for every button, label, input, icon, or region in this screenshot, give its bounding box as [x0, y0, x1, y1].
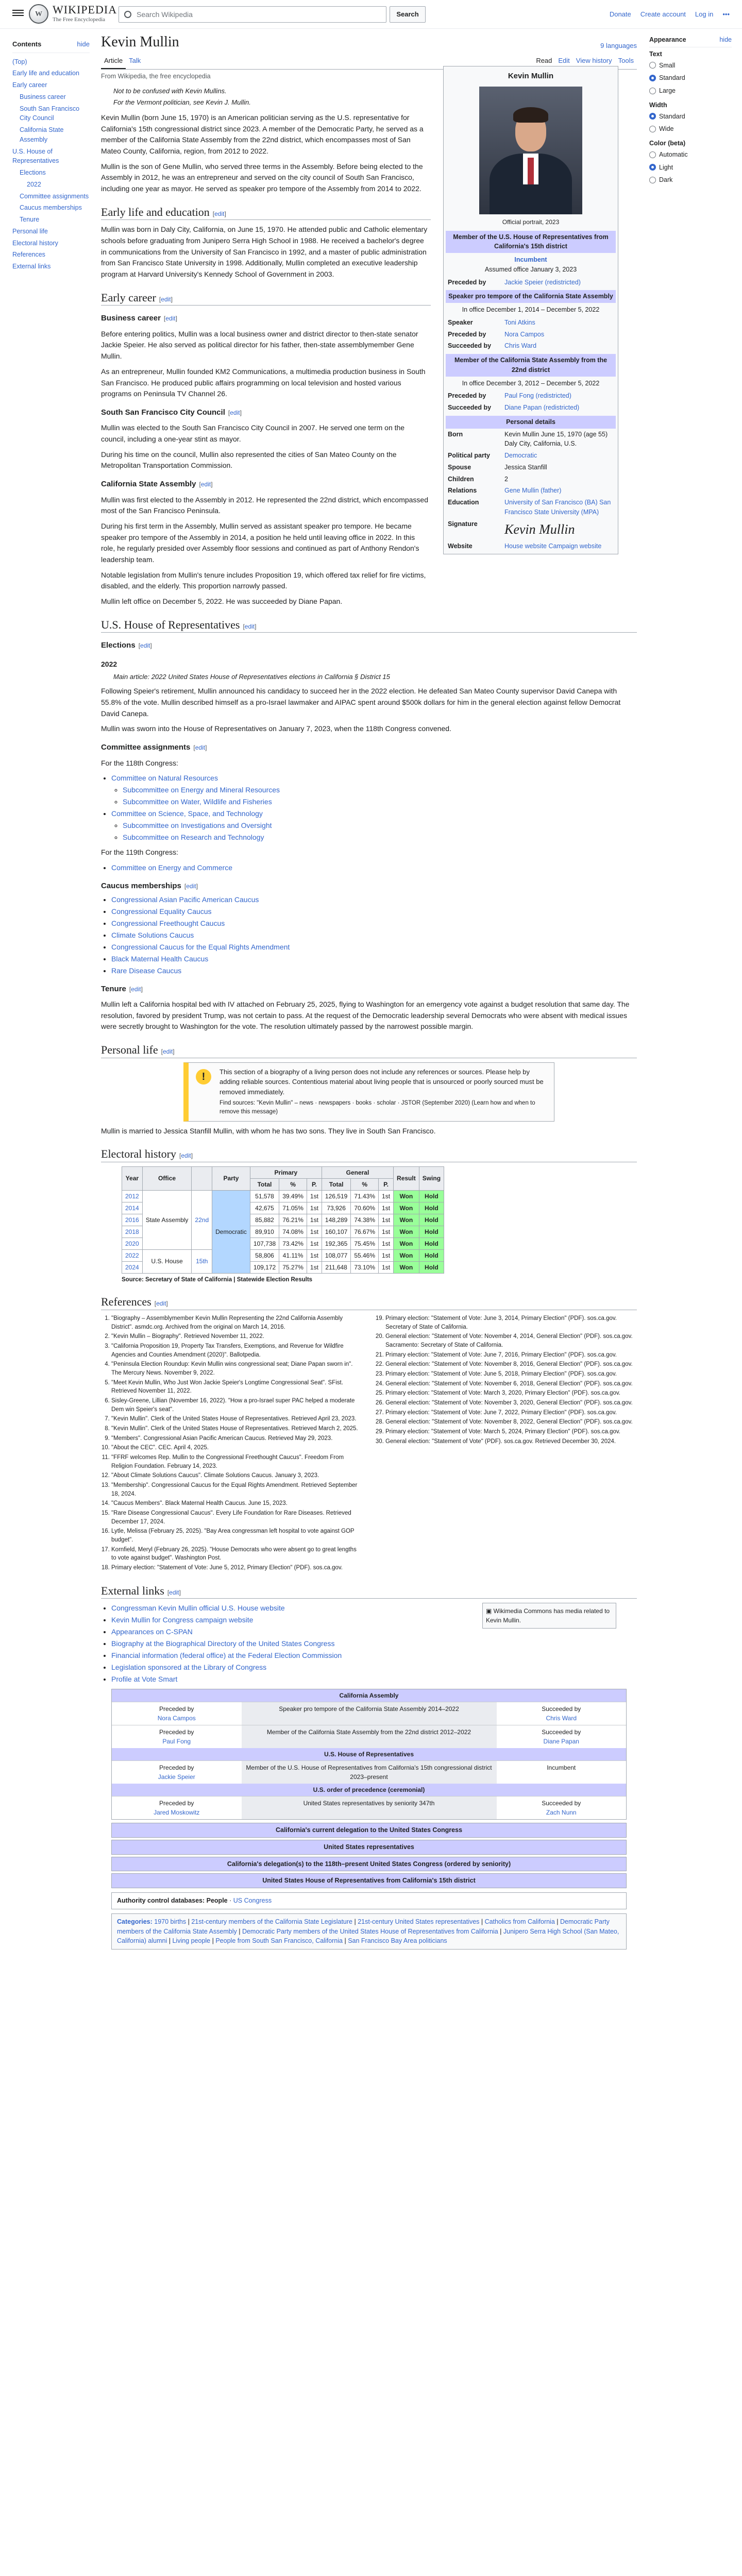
swing-cell: Hold [419, 1226, 444, 1238]
result-cell: Won [394, 1249, 419, 1261]
portrait-caption: Official portrait, 2023 [502, 218, 560, 226]
reference-item: 16. Lytle, Melissa (February 25, 2025). "Bay Area congressman left hospital to vote against GOP budget". [111, 1527, 363, 1544]
year-cell[interactable]: 2014 [122, 1202, 143, 1214]
data-cell: 148,289 [322, 1214, 350, 1226]
table-row [122, 1190, 444, 1202]
caucus-link[interactable]: Congressional Caucus for the Equal Rights Amendment [111, 942, 290, 951]
committee-link[interactable]: Committee on Science, Space, and Technology [111, 809, 263, 818]
header-link[interactable]: Donate [609, 10, 631, 18]
result-cell: Won [394, 1214, 419, 1226]
appearance-panel [649, 33, 732, 187]
data-cell: 89,910 [250, 1226, 279, 1238]
radio-icon [649, 151, 656, 158]
reference-item: 17. Kornfield, Meryl (February 26, 2025). "House Democrats who were absent go to great lengths to vote against budget". Washington Post. [111, 1546, 363, 1563]
council-text-2: During his time on the council, Mullin also represented the cities of San Mateo County on the Metropolitan Transportation Commission. [101, 450, 397, 470]
section-caucus: Caucus memberships [edit] [101, 882, 198, 891]
list-item [111, 954, 637, 964]
data-cell: 73,926 [322, 1202, 350, 1214]
header-link[interactable]: Create account [640, 10, 686, 18]
result-cell: Won [394, 1202, 419, 1214]
width-heading: Width [649, 101, 667, 109]
reference-item: 4. "Peninsula Election Roundup: Kevin Mullin wins congressional seat; Diane Papan sworn in". The Mercury News. November 9, 2022. [111, 1360, 363, 1377]
subcommittee-link[interactable]: Subcommittee on Water, Wildlife and Fisheries [123, 798, 272, 806]
committee-link[interactable]: Committee on Energy and Commerce [111, 863, 232, 872]
column-header: Total [322, 1178, 350, 1190]
succession-box: California Assembly Preceded by Nora Campos Speaker pro tempore of the California State Assembly 2014–2022 Succeeded by Chris Ward Preceded by Paul Fong Member of the California State Assembly from the 22nd district 2012–2022 Succeeded by Diane Papan U.S. House of Representatives Preceded by Jackie Speier Member of the U.S. House of Representatives from California's 15th congressional district 2023–present Incumbent U.S. order of precedence (ceremonial) Preceded by Jared Moskowitz United States representatives by seniority 347th Succeeded by Zach Nunn [111, 1689, 627, 1820]
toc-item[interactable]: External links [12, 263, 51, 270]
data-cell: 107,738 [250, 1238, 279, 1249]
column-header: P. [307, 1178, 322, 1190]
swing-cell: Hold [419, 1214, 444, 1226]
toc-item[interactable]: Personal life [12, 227, 48, 235]
warning-icon: ! [196, 1069, 211, 1084]
globe-icon: W [29, 4, 48, 24]
committee-intro-118: For the 118th Congress: [101, 758, 178, 767]
toc-item[interactable]: South San Francisco City Council [20, 105, 80, 122]
external-link[interactable]: Biography at the Biographical Directory of the United States Congress [111, 1639, 335, 1648]
data-cell: 58,806 [250, 1249, 279, 1261]
radio-label: Wide [659, 125, 674, 133]
assembly-text-1: Mullin was first elected to the Assembly in 2012. He represented the 22nd district, which encompassed most of the San Francisco Peninsula. [101, 495, 428, 515]
data-cell: 39.49% [279, 1190, 307, 1202]
data-cell: 1st [307, 1249, 322, 1261]
edit-link[interactable]: edit [161, 295, 171, 303]
data-cell: 51,578 [250, 1190, 279, 1202]
reference-item: 28. General election: "Statement of Vote: November 8, 2022, General Election" (PDF). sos.ca.gov. [385, 1418, 637, 1427]
list-item [111, 965, 637, 976]
tab-read[interactable]: Read [533, 54, 555, 69]
tab-view-history[interactable]: View history [576, 57, 612, 65]
toc-item[interactable]: Caucus memberships [20, 204, 82, 212]
section-committees: Committee assignments [edit] [101, 743, 207, 752]
toc-item[interactable]: References [12, 251, 45, 259]
reference-item: 6. Sisley-Greene, Lillian (November 16, 2022). "How a pro-Israel super PAC helped a moderate Dem win Speier's seat". [111, 1397, 363, 1414]
reference-item: 3. "California Proposition 19, Property Tax Transfers, Exemptions, and Revenue for Wildfire Agencies and Counties Amendment (2020)". Ballotpedia. [111, 1342, 363, 1359]
data-cell: 74.38% [351, 1214, 379, 1226]
color-heading: Color (beta) [649, 140, 686, 147]
reference-item: 8. "Kevin Mullin". Clerk of the United States House of Representatives. Retrieved March 2, 2025. [111, 1425, 363, 1433]
reference-item: 13. "Membership". Congressional Caucus for the Equal Rights Amendment. Retrieved September 18, 2024. [111, 1481, 363, 1498]
data-cell: 108,077 [322, 1249, 350, 1261]
from-line: From Wikipedia, the free encyclopedia [101, 72, 211, 80]
edit-link[interactable]: edit [195, 744, 206, 752]
list-item [111, 1650, 637, 1661]
caucus-link[interactable]: Congressional Freethought Caucus [111, 919, 225, 927]
result-cell: Won [394, 1238, 419, 1249]
commons-box[interactable]: ▣ Wikimedia Commons has media related to Kevin Mullin. [482, 1603, 616, 1629]
reference-item: 11. "FFRF welcomes Rep. Mullin to the Congressional Freethought Caucus". Freedom From Religion Foundation. February 14, 2023. [111, 1453, 363, 1470]
signature-image: Kevin Mullin [504, 521, 575, 537]
party-cell: Democratic [212, 1190, 250, 1273]
list-item [111, 918, 637, 929]
search-icon [124, 11, 131, 18]
list-item [111, 942, 637, 953]
tab-article[interactable]: Article [101, 54, 126, 69]
data-cell: 1st [307, 1214, 322, 1226]
toc-item[interactable]: Early life and education [12, 70, 79, 77]
reference-item: 10. "About the CEC". CEC. April 4, 2025. [111, 1444, 363, 1452]
data-cell: 160,107 [322, 1226, 350, 1238]
data-cell: 192,365 [322, 1238, 350, 1249]
swing-cell: Hold [419, 1238, 444, 1249]
radio-option[interactable] [649, 59, 732, 72]
year-cell[interactable]: 2016 [122, 1214, 143, 1226]
external-link[interactable]: Financial information (federal office) at the Federal Election Commission [111, 1651, 342, 1660]
radio-label: Light [659, 163, 673, 171]
search-button[interactable]: Search [390, 6, 426, 23]
reference-item: 19. Primary election: "Statement of Vote: June 3, 2014, Primary Election" (PDF). sos.ca.gov. Secretary of State of California. [385, 1314, 637, 1331]
navbox-collapsed[interactable]: United States House of Representatives from California's 15th district [111, 1873, 627, 1888]
data-cell: 75.45% [351, 1238, 379, 1249]
reference-item: 1. "Biography – Assemblymember Kevin Mullin Representing the 22nd California Assembly District". asmdc.org. Archived from the original on March 14, 2016. [111, 1314, 363, 1331]
radio-icon [649, 126, 656, 132]
section-external-links: External links [edit] [101, 1584, 637, 1599]
category-link[interactable]: Junipero Serra High School (San Mateo, California) alumni [117, 1927, 619, 1945]
electoral-source: Source: Secretary of State of California | Statewide Election Results [122, 1276, 313, 1283]
infobox: Kevin Mullin Official portrait, 2023 Member of the U.S. House of Representatives from California's 15th district Incumbent Assumed office January 3, 2023 Preceded by Jackie Speier (redistricted) Speaker pro tempore of the California State Assembly In office December 1, 2014 – December 5, 2022 Speaker Toni Atkins Preceded by Nora Campos Succeeded by Chris Ward Member of the California State Assembly from the 22nd district In office December 3, 2012 – December 5, 2022 Preceded by Paul Fong (redistricted) Succeeded by Diane Papan (redistricted) Personal details Born Kevin Mullin June 15, 1970 (age 55) Daly City, California, U.S. Political party Democratic Spouse Jessica Stanfill Children 2 Relations Gene Mullin (father) Education University of San Francisco (BA) San Francisco State University (MPA) Signature Kevin Mullin Website House website Campaign website [443, 66, 618, 554]
toc-item[interactable]: California State Assembly [20, 126, 64, 143]
swing-cell: Hold [419, 1261, 444, 1273]
toc-item[interactable]: (Top) [12, 58, 27, 65]
site-header [0, 0, 742, 29]
reference-item: 7. "Kevin Mullin". Clerk of the United States House of Representatives. Retrieved April 23, 2023. [111, 1415, 363, 1423]
district-cell[interactable]: 22nd [192, 1190, 212, 1249]
radio-option[interactable] [649, 174, 732, 187]
office-header: Member of the California State Assembly from the 22nd district [446, 354, 616, 377]
authority-control: Authority control databases: People · US Congress [111, 1892, 627, 1909]
external-link[interactable]: Appearances on C-SPAN [111, 1628, 193, 1636]
radio-label: Standard [659, 74, 685, 82]
radio-icon [649, 164, 656, 171]
section-elections: Elections [edit] [101, 641, 152, 650]
result-cell: Won [394, 1226, 419, 1238]
radio-option[interactable] [649, 72, 732, 84]
toc-item[interactable]: Committee assignments [20, 192, 89, 200]
year-cell[interactable]: 2012 [122, 1190, 143, 1202]
data-cell: 71.05% [279, 1202, 307, 1214]
radio-label: Dark [659, 176, 673, 184]
data-cell: 41.11% [279, 1249, 307, 1261]
year-cell[interactable]: 2020 [122, 1238, 143, 1249]
result-cell: Won [394, 1261, 419, 1273]
personal-text: Mullin is married to Jessica Stanfill Mullin, with whom he has two sons. They live in South San Francisco. [101, 1126, 436, 1135]
radio-option[interactable] [649, 84, 732, 97]
reference-item: 30. General election: "Statement of Vote" (PDF). sos.ca.gov. Retrieved December 30, 2024. [385, 1437, 637, 1446]
main-article-note[interactable]: Main article: 2022 United States House of Representatives elections in California § District 15 [113, 672, 390, 681]
edit-link[interactable]: edit [186, 883, 196, 890]
reference-item: 23. Primary election: "Statement of Vote: June 5, 2018, Primary Election" (PDF). sos.ca.gov. [385, 1370, 637, 1379]
radio-option[interactable] [649, 110, 732, 123]
reference-item: 27. Primary election: "Statement of Vote: June 7, 2022, Primary Election" (PDF). sos.ca.gov. [385, 1409, 637, 1417]
committee-link[interactable]: Committee on Natural Resources [111, 774, 218, 783]
column-header: % [279, 1178, 307, 1190]
reference-item: 12. "About Climate Solutions Caucus". Climate Solutions Caucus. January 3, 2023. [111, 1471, 363, 1480]
lead-paragraph-2: Mullin is the son of Gene Mullin, who served three terms in the Assembly. Before being elected to the Assembly in 2012, he was an entrepreneur and served on the city council of South San Francisco, including one year as mayor. He served as speaker pro tempore of the Assembly from 2014 to 2022. [101, 162, 423, 193]
hatnote-1: Not to be confused with Kevin Mullins. [113, 87, 227, 95]
radio-label: Automatic [659, 150, 688, 158]
data-cell: 73.10% [351, 1261, 379, 1273]
wikipedia-logo[interactable] [29, 4, 117, 24]
edit-link[interactable]: edit [244, 622, 255, 630]
reference-item: 24. General election: "Statement of Vote: November 6, 2018, General Election" (PDF). sos.ca.gov. [385, 1380, 637, 1388]
toc-item[interactable]: Elections [20, 169, 46, 176]
category-link[interactable]: 21st-century members of the California State Legislature [191, 1918, 352, 1925]
subcommittee-link[interactable]: Subcommittee on Energy and Mineral Resources [123, 786, 280, 794]
section-business-career: Business career [edit] [101, 314, 177, 323]
data-cell: 1st [379, 1202, 394, 1214]
section-house: U.S. House of Representatives [edit] [101, 618, 637, 633]
column-header: Total [250, 1178, 279, 1190]
category-link[interactable]: 21st-century United States representatives [358, 1918, 480, 1925]
header-link[interactable]: Log in [695, 10, 714, 18]
category-link[interactable]: Democratic Party members of the California State Assembly [117, 1918, 610, 1935]
data-cell: 71.43% [351, 1190, 379, 1202]
reference-item: 25. Primary election: "Statement of Vote: March 3, 2020, Primary Election" (PDF). sos.ca.gov. [385, 1389, 637, 1398]
electoral-table: Year Office Party Primary General Result Swing Total % P. Total % P. 2012 State Assembly 22nd Democratic 51,578 39.49% 1st 126,519 71.43% 1st Won Hold 2014 42,675 71.05% 1st 73,926 70.60% 1st Won Hold 2016 85,882 76.21% 1st 148,289 74.38% 1st Won Hold 2018 89,910 74.08% 1st 160,107 76.67% 1st Won Hold 2020 107,738 73.42% 1st 192,365 75.45% 1st Won Hold 2022 U.S. House 15th 58,806 41.11% 1st 108,077 55.46% 1st Won Hold 2024 109,172 75.27% 1st 211,648 73.10% 1st Won Hold [122, 1166, 444, 1274]
section-state-assembly: California State Assembly [edit] [101, 480, 213, 489]
reference-item: 9. "Members". Congressional Asian Pacific American Caucus. Retrieved May 29, 2023. [111, 1434, 363, 1443]
navbox-collapsed[interactable]: United States representatives [111, 1840, 627, 1855]
appearance-hide-button[interactable]: hide [719, 36, 732, 43]
external-link[interactable]: Profile at Vote Smart [111, 1675, 178, 1684]
year-cell[interactable]: 2018 [122, 1226, 143, 1238]
year-cell[interactable]: 2024 [122, 1261, 143, 1273]
radio-icon [649, 177, 656, 183]
tab-tools[interactable]: Tools [618, 57, 634, 65]
caucus-list [111, 894, 637, 976]
edit-link[interactable]: edit [200, 481, 211, 488]
list-item [111, 1638, 637, 1649]
page-title: Kevin Mullin [101, 34, 179, 50]
data-cell: 1st [307, 1238, 322, 1249]
data-cell: 1st [379, 1238, 394, 1249]
data-cell: 74.08% [279, 1226, 307, 1238]
caucus-link[interactable]: Climate Solutions Caucus [111, 930, 194, 939]
toc-item[interactable]: Tenure [20, 216, 40, 223]
external-link[interactable]: Congressman Kevin Mullin official U.S. House website [111, 1604, 285, 1613]
header-link[interactable]: ••• [722, 10, 730, 18]
reference-item: 29. Primary election: "Statement of Vote: March 5, 2024, Primary Election" (PDF). sos.ca.gov. [385, 1428, 637, 1436]
data-cell: 75.27% [279, 1261, 307, 1273]
portrait-image[interactable] [479, 87, 582, 214]
external-link[interactable]: Legislation sponsored at the Library of Congress [111, 1663, 267, 1672]
committee-intro-119: For the 119th Congress: [101, 848, 178, 857]
swing-cell: Hold [419, 1190, 444, 1202]
radio-label: Standard [659, 112, 685, 120]
navbox-collapsed[interactable]: California's delegation(s) to the 118th–present United States Congress (ordered by seniority) [111, 1857, 627, 1872]
table-row [122, 1249, 444, 1261]
reference-item: 20. General election: "Statement of Vote: November 4, 2014, General Election" (PDF). sos.ca.gov. Sacramento: Secretary of State of California. [385, 1332, 637, 1349]
appearance-title: Appearance [649, 36, 686, 43]
section-2022: 2022 [101, 659, 117, 668]
edit-link[interactable]: edit [162, 1048, 173, 1056]
elections-text-2: Mullin was sworn into the House of Representatives on January 7, 2023, when the 118th Congress convened. [101, 724, 451, 733]
radio-option[interactable] [649, 148, 732, 161]
hatnote-2: For the Vermont politician, see Kevin J. Mullin. [113, 98, 251, 106]
caucus-link[interactable]: Congressional Equality Caucus [111, 907, 212, 916]
radio-option[interactable] [649, 161, 732, 174]
assembly-text-2: During his first term in the Assembly, Mullin served as assistant speaker pro tempore. He became speaker pro tempore of the Assembly in 2014, a position he held until leaving office in 2022. In this role, he regularly presided over Assembly floor sessions and continued as part of Anthony Rendon's leadership team. [101, 522, 419, 564]
tenure-text: Mullin left a California hospital bed with IV attached on February 25, 2025, flying to Washington for an emergency vote against a budget resolution that same day. The resolution, favored by president Trump, was not certain to pass. At the request of the Democratic leadership several Democrats who were absent with medical issues were secretly brought to Washington for the vote. The resolution ultimately passed by the narrowest possible margin. [101, 1000, 630, 1031]
business-text-1: Before entering politics, Mullin was a local business owner and district director to then-state senator Jackie Speier. He also served as political director for his father, then-state assemblymember Gene Mullin. [101, 329, 418, 361]
swing-cell: Hold [419, 1202, 444, 1214]
office-header: Speaker pro tempore of the California State Assembly [446, 290, 616, 303]
data-cell: 1st [307, 1261, 322, 1273]
data-cell: 1st [379, 1190, 394, 1202]
data-cell: 73.42% [279, 1238, 307, 1249]
radio-icon [649, 88, 656, 94]
table-of-contents [12, 39, 90, 273]
data-cell: 1st [307, 1202, 322, 1214]
section-personal: Personal life [edit] [101, 1043, 637, 1058]
reference-item: 14. "Caucus Members". Black Maternal Health Caucus. June 15, 2023. [111, 1499, 363, 1508]
toc-hide-button[interactable]: hide [77, 40, 90, 48]
reference-item: 26. General election: "Statement of Vote: November 3, 2020, General Election" (PDF). sos.ca.gov. [385, 1399, 637, 1408]
edit-link[interactable]: edit [214, 210, 225, 217]
data-cell: 1st [379, 1226, 394, 1238]
reference-item: 2. "Kevin Mullin – Biography". Retrieved November 11, 2022. [111, 1332, 363, 1341]
section-city-council: South San Francisco City Council [edit] [101, 408, 242, 417]
navbox-collapsed[interactable]: California's current delegation to the United States Congress [111, 1823, 627, 1838]
category-link[interactable]: San Francisco Bay Area politicians [348, 1937, 447, 1945]
committee-list-119 [111, 862, 637, 873]
reference-item: 18. Primary election: "Statement of Vote: June 5, 2012, Primary Election" (PDF). sos.ca.gov. [111, 1564, 363, 1572]
reference-item: 5. "Meet Kevin Mullin, Who Just Won Jackie Speier's Longtime Congressional Seat". SFist. Retrieved November 11, 2022. [111, 1379, 363, 1396]
radio-label: Small [659, 61, 676, 69]
business-text-2: As an entrepreneur, Mullin founded KM2 Communications, a multimedia production business in South San Francisco. He produced public affairs programming on local television and hosted various programs on Peninsula TV Channel 26. [101, 367, 426, 398]
data-cell: 126,519 [322, 1190, 350, 1202]
category-link[interactable]: Catholics from California [484, 1918, 555, 1925]
reference-item: 15. "Rare Disease Congressional Caucus". Every Life Foundation for Rare Diseases. Retrieved December 17, 2024. [111, 1509, 363, 1526]
subcommittee-link[interactable]: Subcommittee on Research and Technology [123, 833, 264, 842]
office-cell: U.S. House [142, 1249, 192, 1273]
category-link[interactable]: Democratic Party members of the United States House of Representatives from California [242, 1927, 498, 1935]
subcommittee-link[interactable]: Subcommittee on Investigations and Oversight [123, 821, 272, 830]
reference-list [101, 1314, 637, 1573]
column-header: % [351, 1178, 379, 1190]
caucus-link[interactable]: Black Maternal Health Caucus [111, 954, 209, 963]
section-electoral: Electoral history [edit] [101, 1147, 637, 1162]
list-item [111, 894, 637, 905]
result-cell: Won [394, 1190, 419, 1202]
reference-item: 21. Primary election: "Statement of Vote: June 7, 2016, Primary Election" (PDF). sos.ca.gov. [385, 1351, 637, 1360]
section-early-life: Early life and education [edit] [101, 205, 431, 221]
unsourced-warning-box: ! This section of a biography of a living person does not include any references or sources. Please help by adding reliable sources. Contentious material about living people that is unsourced or poorly sourced must be removed immediately. Find sources: "Kevin Mullin" – news · newspapers · books · scholar · JSTOR (September 2020) (Learn how and when to remove this message) [183, 1062, 554, 1122]
list-item [111, 906, 637, 917]
section-tenure: Tenure [edit] [101, 984, 143, 993]
edit-link[interactable]: edit [156, 1300, 166, 1308]
main-menu-icon[interactable] [12, 8, 24, 18]
data-cell: 85,882 [250, 1214, 279, 1226]
council-text-1: Mullin was elected to the South San Francisco City Council in 2007. He served one term on the council, including a one-year stint as mayor. [101, 423, 405, 444]
data-cell: 1st [379, 1249, 394, 1261]
data-cell: 76.67% [351, 1226, 379, 1238]
data-cell: 42,675 [250, 1202, 279, 1214]
tab-talk[interactable]: Talk [129, 57, 141, 65]
toc-item[interactable]: Electoral history [12, 239, 58, 247]
tab-edit[interactable]: Edit [558, 57, 570, 65]
user-links [610, 9, 730, 20]
lead-paragraph-1: Kevin Mullin (born June 15, 1970) is an American politician serving as the U.S. representative for California's 15th congressional district since 2023. A member of the Democratic Party, he served as a member of the California State Assembly from the 22nd district, which encompasses most of San Mateo County, California, region, from 2012 to 2022. [101, 113, 424, 155]
radio-icon [649, 75, 656, 81]
languages-button[interactable]: 9 languages [600, 41, 637, 49]
data-cell: 76.21% [279, 1214, 307, 1226]
data-cell: 211,648 [322, 1261, 350, 1273]
wordmark: WIKIPEDIA [53, 3, 117, 16]
toc-item[interactable]: Early career [12, 81, 47, 89]
elections-text-1: Following Speier's retirement, Mullin announced his candidacy to succeed her in the 2022 election. He defeated San Mateo County supervisor David Canepa with 55.8% of the vote. Mullin described himself as a pro-Israel lawmaker and AIPAC spent around $500k dollars for him in the general election against fellow Democrat David Canepa. [101, 687, 621, 718]
toc-item[interactable]: Business career [20, 93, 66, 100]
edit-link[interactable]: edit [140, 642, 150, 650]
reference-item: 22. General election: "Statement of Vote: November 8, 2016, General Election" (PDF). sos.ca.gov. [385, 1360, 637, 1369]
toc-title: Contents [12, 40, 42, 48]
edit-link[interactable]: edit [230, 409, 240, 416]
radio-icon [649, 62, 656, 69]
personal-details-header: Personal details [446, 416, 616, 429]
edit-link[interactable]: edit [131, 985, 141, 993]
column-header: P. [379, 1178, 394, 1190]
tagline: The Free Encyclopedia [53, 16, 106, 23]
infobox-name: Kevin Mullin [508, 72, 554, 80]
radio-icon [649, 113, 656, 120]
category-link[interactable]: 1970 births [154, 1918, 187, 1925]
toc-item[interactable]: 2022 [27, 180, 41, 188]
swing-cell: Hold [419, 1249, 444, 1261]
radio-option[interactable] [649, 123, 732, 135]
categories-box: Categories: 1970 births | 21st-century members of the California State Legislature | 21st-century United States representatives | Catholics from California | Democratic Party members of the California State Assembly | Democratic Party members of the United States House of Representatives from California | Junipero Serra High School (San Mateo, California) alumni | Living people | People from South San Francisco, California | San Francisco Bay Area politicians [111, 1913, 627, 1950]
district-cell[interactable]: 15th [192, 1249, 212, 1273]
commons-icon: ▣ [486, 1607, 494, 1615]
assembly-text-3: Notable legislation from Mullin's tenure includes Proposition 19, which offered tax relief for fire victims, disabled, and the elderly. This proportion narrowly passed. [101, 570, 426, 590]
data-cell: 1st [307, 1226, 322, 1238]
list-item [111, 1662, 637, 1673]
radio-label: Large [659, 87, 676, 94]
year-cell[interactable]: 2022 [122, 1249, 143, 1261]
edit-link[interactable]: edit [181, 1152, 191, 1160]
office-header: Member of the U.S. House of Representatives from California's 15th district [446, 231, 616, 253]
external-link[interactable]: Kevin Mullin for Congress campaign website [111, 1616, 254, 1624]
search-input[interactable]: Search Wikipedia [119, 6, 386, 23]
category-link[interactable]: Living people [172, 1937, 211, 1945]
data-cell: 55.46% [351, 1249, 379, 1261]
data-cell: 1st [307, 1190, 322, 1202]
committee-list-118 [111, 773, 637, 843]
data-cell: 1st [379, 1261, 394, 1273]
data-cell: 109,172 [250, 1261, 279, 1273]
section-early-career: Early career [edit] [101, 291, 431, 306]
section-references: References [edit] [101, 1295, 637, 1310]
toc-item[interactable]: U.S. House of Representatives [12, 147, 59, 165]
category-link[interactable]: People from South San Francisco, California [215, 1937, 343, 1945]
office-cell: State Assembly [142, 1190, 192, 1249]
list-item [111, 930, 637, 941]
data-cell: 70.60% [351, 1202, 379, 1214]
edit-link[interactable]: edit [169, 1588, 179, 1596]
caucus-link[interactable]: Rare Disease Caucus [111, 966, 182, 975]
early-life-text: Mullin was born in Daly City, California, on June 15, 1970. He attended public and Catholic elementary schools before graduating from Junipero Serra High School in 1988. He received a bachelor's degree in communications from the University of San Francisco in 1992, and a master of public administration from San Francisco State University in 1998. Additionally, Mullin completed an executive leadership program at Harvard University's Kennedy School of Government in 2003. [101, 225, 428, 278]
text-size-heading: Text [649, 50, 662, 58]
assembly-text-4: Mullin left office on December 5, 2022. He was succeeded by Diane Papan. [101, 597, 343, 606]
list-item [111, 1674, 637, 1685]
edit-link[interactable]: edit [165, 315, 176, 323]
data-cell: 1st [379, 1214, 394, 1226]
caucus-link[interactable]: Congressional Asian Pacific American Caucus [111, 895, 259, 904]
